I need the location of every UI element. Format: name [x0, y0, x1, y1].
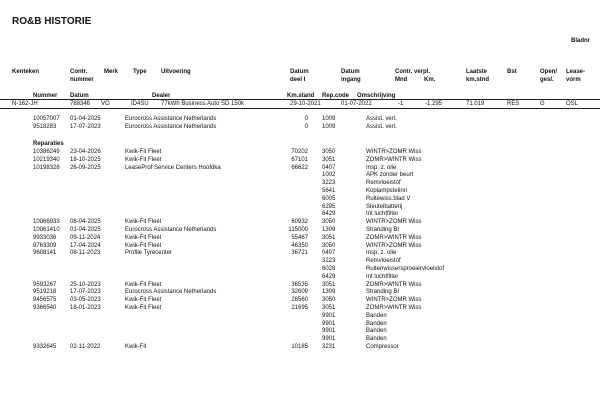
row-nummer: 9933036	[33, 235, 57, 241]
row-dealer: Eurocross Assistance Netherlands	[125, 227, 217, 233]
row-dealer: LeaseProf Service Centers Hoofdka	[125, 165, 221, 171]
row-repcode: 3051	[322, 282, 336, 288]
row-omschrijving: Insp. z. olie	[366, 165, 397, 171]
row-repcode: 3223	[322, 180, 336, 186]
row-repcode: 1309	[322, 289, 336, 295]
header-contract: Contr.	[70, 69, 88, 75]
row-omschrijving: ZOMR>WINTR Wiss	[366, 157, 422, 163]
row-datum: 17-07-2023	[70, 124, 101, 130]
row-datum: 03-05-2023	[70, 297, 101, 303]
row-datum: 08-04-2025	[70, 219, 101, 225]
row-km: 55467	[291, 235, 308, 241]
row-repcode: 3223	[322, 258, 336, 264]
row-repcode: 0407	[322, 250, 336, 256]
row-omschrijving: Banden	[366, 328, 387, 334]
header-open: Open/	[540, 69, 558, 75]
header-kmstnd: km.stnd	[466, 77, 490, 83]
row-nummer: 9763309	[33, 243, 57, 249]
vehicle-type: ID4SU	[131, 101, 149, 107]
row-repcode: 0407	[322, 165, 336, 171]
row-repcode: 3050	[322, 243, 336, 249]
report-title: RO&B HISTORIE	[12, 16, 92, 27]
vehicle-divider	[0, 108, 600, 109]
row-km: 60932	[291, 219, 308, 225]
row-dealer: Kwik-Fit Fleet	[125, 297, 162, 303]
row-dealer: Kwik-Fit Fleet	[125, 235, 162, 241]
row-km: 66622	[291, 165, 308, 171]
page-number-label: Bladnr	[571, 38, 591, 44]
row-repcode: 6429	[322, 211, 336, 217]
header-nummer-sub: nummer	[70, 77, 94, 83]
row-datum: 09-11-2024	[70, 235, 101, 241]
row-omschrijving: Banden	[366, 336, 387, 342]
row-km: 0	[304, 124, 308, 130]
row-km: 36721	[291, 250, 308, 256]
row-repcode: 9901	[322, 328, 336, 334]
row-omschrijving: Int luchtfilter	[366, 211, 399, 217]
vehicle-merk: VO	[101, 101, 110, 107]
row-nummer: 10066933	[33, 219, 60, 225]
row-datum: 01-04-2025	[70, 227, 101, 233]
row-km: 115000	[288, 227, 308, 233]
row-datum: 18-01-2023	[70, 305, 101, 311]
header-datum-ingang: Datum	[341, 69, 360, 75]
row-omschrijving: Ruitenwissersproeiervloeistof	[366, 266, 445, 272]
row-nummer: 9332645	[33, 344, 57, 350]
row-repcode: 5641	[322, 188, 336, 194]
row-repcode: 3051	[322, 235, 336, 241]
row-datum: 08-11-2023	[70, 250, 101, 256]
row-omschrijving: Insp. z. olie	[366, 250, 397, 256]
header-detail-omschrijving: Omschrijving	[357, 93, 396, 99]
row-repcode: 6295	[322, 204, 336, 210]
header-detail-kmstand: Km.stand	[287, 93, 315, 99]
header-deel1-sub: deel I	[290, 77, 306, 83]
row-repcode: 1002	[322, 172, 336, 178]
header-vorm: vorm	[566, 77, 581, 83]
row-km: 0	[304, 116, 308, 122]
vehicle-lease-vorm: OSL	[566, 101, 579, 107]
row-omschrijving: WINTR>ZOMR Wiss	[366, 219, 422, 225]
header-datum-deel1: Datum	[290, 69, 309, 75]
reparaties-heading: Reparaties	[33, 141, 64, 147]
header-ingang-sub: ingang	[341, 77, 361, 83]
row-nummer: 9518283	[33, 124, 57, 130]
row-datum: 17-07-2023	[70, 289, 101, 295]
header-gesl: gesl.	[540, 77, 554, 83]
row-omschrijving: WINTR>ZOMR Wiss	[366, 149, 422, 155]
row-nummer: 9593267	[33, 282, 57, 288]
header-type: Type	[133, 69, 147, 75]
row-km: 70202	[291, 149, 308, 155]
row-datum: 17-04-2024	[70, 243, 101, 249]
vehicle-datum-deel1: 29-10-2021	[290, 101, 321, 107]
row-omschrijving: Sleutelbatterij	[366, 204, 403, 210]
header-kenteken: Kenteken	[12, 69, 40, 75]
row-datum: 01-04-2025	[70, 116, 101, 122]
row-omschrijving: Stranding BI	[366, 227, 400, 233]
row-nummer: 10198328	[33, 165, 60, 171]
row-repcode: 9901	[322, 313, 336, 319]
row-repcode: 1009	[322, 124, 336, 130]
row-nummer: 10057007	[33, 116, 60, 122]
row-omschrijving: Ruitewiss.blad V	[366, 196, 411, 202]
row-datum: 18-10-2025	[70, 157, 101, 163]
row-km: 10185	[291, 344, 308, 350]
row-km: 67101	[291, 157, 308, 163]
header-bst: Bst	[507, 69, 517, 75]
header-contr-verpl: Contr. verpl.	[395, 69, 431, 75]
vehicle-datum-ingang: 01-07-2022	[341, 101, 372, 107]
header-detail-nummer: Nummer	[33, 93, 58, 99]
row-repcode: 9901	[322, 321, 336, 327]
row-km: 36535	[291, 282, 308, 288]
row-datum: 26-09-2025	[70, 165, 101, 171]
vehicle-uitvoering: 77kWh Business Auto SD 150k	[161, 101, 245, 107]
row-omschrijving: Banden	[366, 313, 387, 319]
header-uitvoering: Uitvoering	[161, 69, 191, 75]
row-datum: 25-10-2023	[70, 282, 101, 288]
row-omschrijving: Int luchtfilter	[366, 274, 399, 280]
row-dealer: Eurocross Assistance Netherlands	[125, 116, 217, 122]
row-nummer: 9456575	[33, 297, 57, 303]
row-omschrijving: Compressor	[366, 344, 399, 350]
row-datum: 23-04-2026	[70, 149, 101, 155]
row-dealer: Kwik-Fit Fleet	[125, 282, 162, 288]
vehicle-km: -1.295	[425, 101, 443, 107]
row-dealer: Kwik-Fit Fleet	[125, 149, 162, 155]
row-km: 21695	[291, 305, 308, 311]
row-dealer: Profile Tyrecenter	[125, 250, 172, 256]
header-detail-repcode: Rep.code	[322, 93, 350, 99]
row-omschrijving: WINTR>ZOMR Wiss	[366, 297, 422, 303]
row-omschrijving: Remvloeistof	[366, 258, 401, 264]
row-dealer: Eurocross Assistance Netherlands	[125, 289, 217, 295]
header-detail-dealer: Dealer	[152, 93, 171, 99]
header-laatste: Laatste	[466, 69, 488, 75]
vehicle-kenteken: N-162-JH	[12, 101, 38, 107]
header-detail-datum: Datum	[70, 93, 89, 99]
header-km: Km.	[424, 77, 436, 83]
header-merk: Merk	[104, 69, 119, 75]
row-km: 32609	[291, 289, 308, 295]
row-km: 46350	[291, 243, 308, 249]
row-repcode: 6028	[322, 266, 336, 272]
vehicle-contract: 788346	[70, 101, 91, 107]
row-dealer: Kwik-Fit Fleet	[125, 157, 162, 163]
row-dealer: Kwik-Fit	[125, 344, 147, 350]
row-omschrijving: APK zonder beurt	[366, 172, 414, 178]
row-repcode: 3051	[322, 157, 336, 163]
row-nummer: 10219340	[33, 157, 60, 163]
row-dealer: Kwik-Fit Fleet	[125, 243, 162, 249]
header-divider	[0, 99, 600, 100]
vehicle-bst: RES	[507, 101, 520, 107]
row-omschrijving: ZOMR>WINTR Wiss	[366, 305, 422, 311]
row-nummer: 9608141	[33, 250, 57, 256]
row-omschrijving: Remvloeistof	[366, 180, 401, 186]
row-repcode: 6005	[322, 196, 336, 202]
row-omschrijving: Assist. verl.	[366, 116, 397, 122]
row-dealer: Kwik-Fit Fleet	[125, 305, 162, 311]
row-nummer: 9519218	[33, 289, 57, 295]
row-nummer: 10386249	[33, 149, 60, 155]
row-repcode: 3050	[322, 297, 336, 303]
row-omschrijving: Assist. verl.	[366, 124, 397, 130]
row-omschrijving: Banden	[366, 321, 387, 327]
row-nummer: 9366540	[33, 305, 57, 311]
row-omschrijving: Stranding BI	[366, 289, 400, 295]
row-dealer: Kwik-Fit Fleet	[125, 219, 162, 225]
row-omschrijving: ZOMR>WINTR Wiss	[366, 235, 422, 241]
vehicle-mnd: -1	[398, 101, 404, 107]
row-km: 28560	[291, 297, 308, 303]
row-dealer: Eurocross Assistance Netherlands	[125, 124, 217, 130]
row-omschrijving: ZOMR>WINTR Wiss	[366, 282, 422, 288]
row-repcode: 3231	[322, 344, 336, 350]
vehicle-laatste-km: 71.019	[466, 101, 485, 107]
row-repcode: 9901	[322, 336, 336, 342]
header-lease: Lease-	[566, 69, 586, 75]
row-nummer: 10061410	[33, 227, 60, 233]
row-repcode: 1309	[322, 227, 336, 233]
row-omschrijving: WINTR>ZOMR Wiss	[366, 243, 422, 249]
vehicle-open-gesl: G	[540, 101, 545, 107]
row-repcode: 6429	[322, 274, 336, 280]
row-omschrijving: Koplampstelinri	[366, 188, 408, 194]
row-repcode: 1009	[322, 116, 336, 122]
row-repcode: 3050	[322, 219, 336, 225]
row-repcode: 3051	[322, 305, 336, 311]
header-mnd: Mnd	[395, 77, 408, 83]
row-repcode: 3050	[322, 149, 336, 155]
row-datum: 02-11-2022	[70, 344, 101, 350]
